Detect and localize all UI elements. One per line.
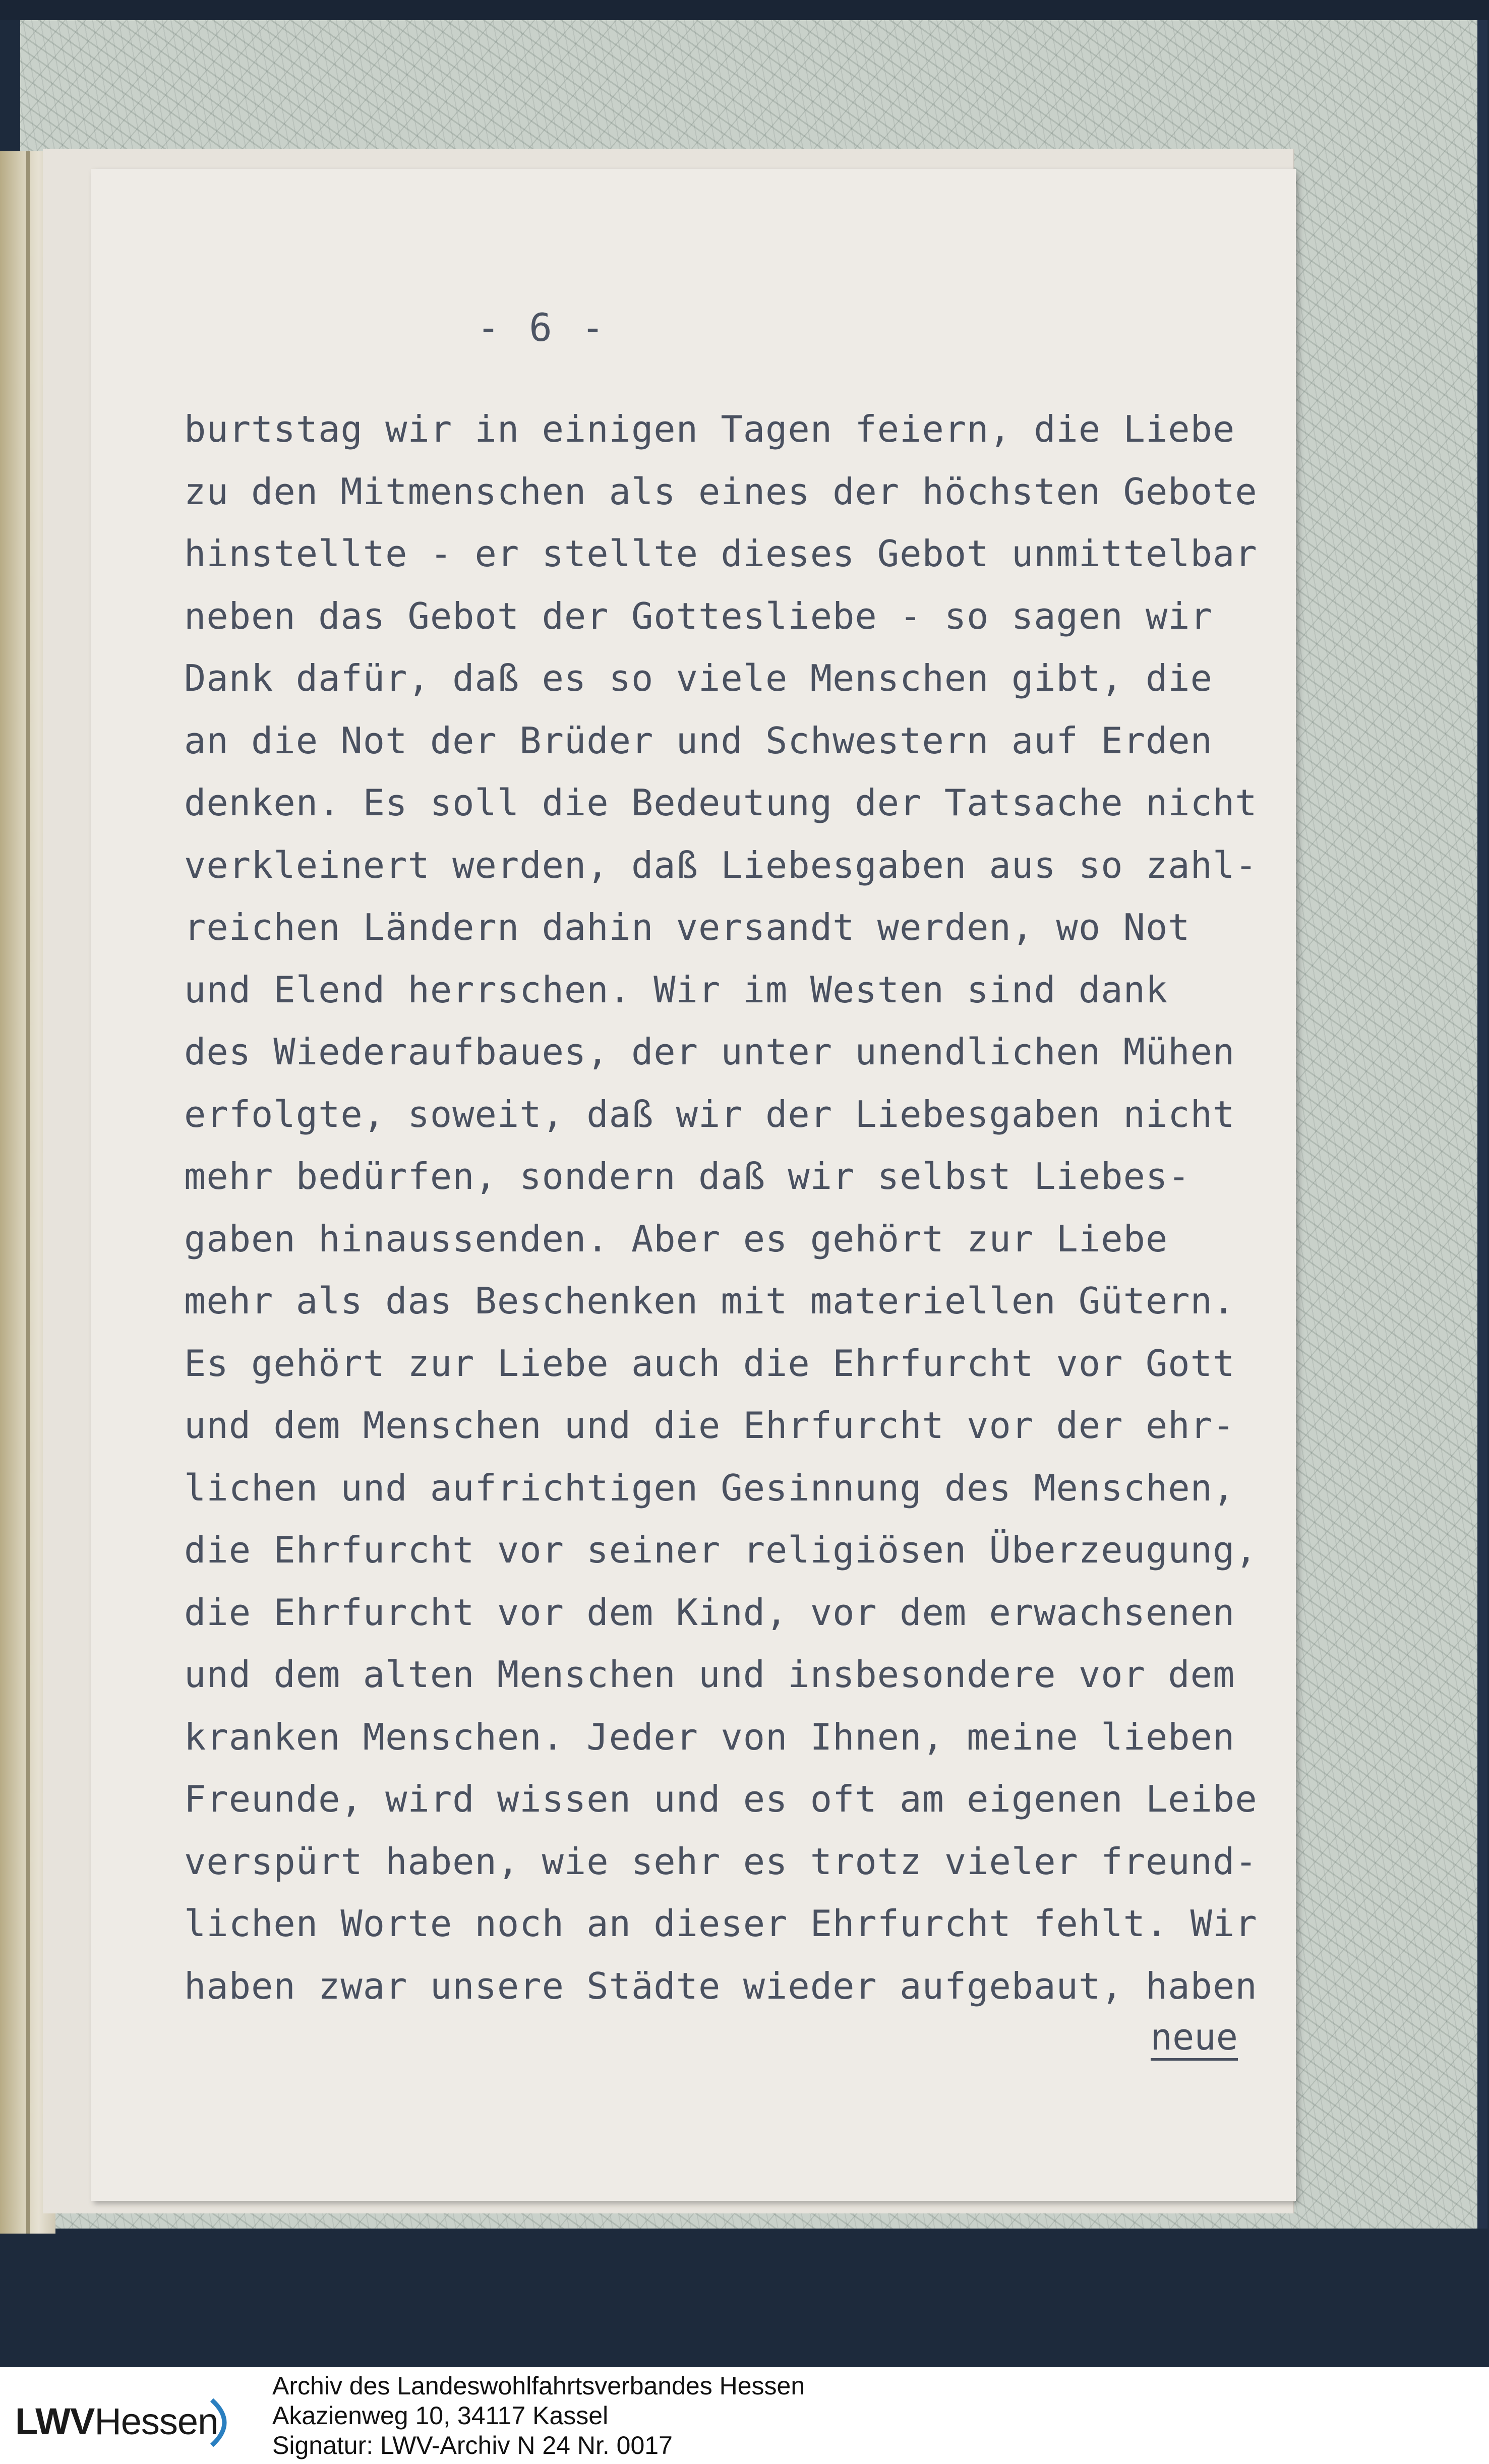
text-line: neben das Gebot der Gottesliebe - so sagen wir: [184, 594, 1213, 637]
text-line: mehr bedürfen, sondern daß wir selbst Liebes-: [184, 1155, 1190, 1197]
catchword: neue: [1151, 2017, 1238, 2061]
body-text: [184, 398, 1293, 2017]
archive-footer: [0, 2367, 1489, 2464]
text-line: erfolgte, soweit, daß wir der Liebesgaben nicht: [184, 1093, 1235, 1135]
logo-lwv-text: LWV: [15, 2400, 95, 2442]
text-line: reichen Ländern dahin versandt werden, wo Not: [184, 906, 1190, 948]
archive-name: Archiv des Landeswohlfahrtsverbandes Hessen: [272, 2372, 805, 2400]
text-line: die Ehrfurcht vor seiner religiösen Überzeugung,: [184, 1529, 1258, 1571]
text-line: Dank dafür, daß es so viele Menschen gibt, die: [184, 657, 1213, 699]
text-line: des Wiederaufbaues, der unter unendlichen Mühen: [184, 1031, 1235, 1073]
text-line: und dem alten Menschen und insbesondere vor dem: [184, 1653, 1235, 1696]
text-line: mehr als das Beschenken mit materiellen Gütern.: [184, 1280, 1235, 1322]
logo-arc-icon: [207, 2395, 242, 2450]
text-line: denken. Es soll die Bedeutung der Tatsache nicht: [184, 782, 1258, 824]
scanner-background: [0, 0, 1489, 20]
text-line: verkleinert werden, daß Liebesgaben aus so zahl-: [184, 844, 1258, 886]
text-line: lichen Worte noch an dieser Ehrfurcht fehlt. Wir: [184, 1902, 1258, 1945]
text-line: lichen und aufrichtigen Gesinnung des Menschen,: [184, 1466, 1235, 1509]
text-line: verspürt haben, wie sehr es trotz vieler freund-: [184, 1840, 1258, 1883]
binding-edge: [26, 151, 30, 2234]
typed-page: [91, 169, 1296, 2201]
text-line: gaben hinaussenden. Aber es gehört zur Liebe: [184, 1217, 1168, 1260]
text-line: zu den Mitmenschen als eines der höchsten Gebote: [184, 470, 1258, 513]
text-line: haben zwar unsere Städte wieder aufgebaut, haben: [184, 1964, 1258, 2007]
archive-address: Akazienweg 10, 34117 Kassel: [272, 2401, 609, 2430]
text-line: und Elend herrschen. Wir im Westen sind dank: [184, 968, 1168, 1011]
text-line: Es gehört zur Liebe auch die Ehrfurcht vor Gott: [184, 1342, 1235, 1385]
text-line: und dem Menschen und die Ehrfurcht vor der ehr-: [184, 1404, 1235, 1447]
archive-signature: Signatur: LWV-Archiv N 24 Nr. 0017: [272, 2431, 673, 2459]
logo-hessen-text: Hessen: [94, 2400, 218, 2442]
text-line: kranken Menschen. Jeder von Ihnen, meine lieben: [184, 1715, 1235, 1758]
text-line: burtstag wir in einigen Tagen feiern, die Liebe: [184, 408, 1235, 450]
text-line: die Ehrfurcht vor dem Kind, vor dem erwachsenen: [184, 1591, 1235, 1634]
page-number: - 6 -: [477, 305, 608, 350]
lwv-hessen-logo: [15, 2400, 218, 2443]
text-line: Freunde, wird wissen und es oft am eigenen Leibe: [184, 1778, 1258, 1820]
archive-info: [272, 2371, 805, 2460]
text-line: an die Not der Brüder und Schwestern auf Erden: [184, 719, 1213, 762]
text-line: hinstellte - er stellte dieses Gebot unmittelbar: [184, 532, 1258, 575]
